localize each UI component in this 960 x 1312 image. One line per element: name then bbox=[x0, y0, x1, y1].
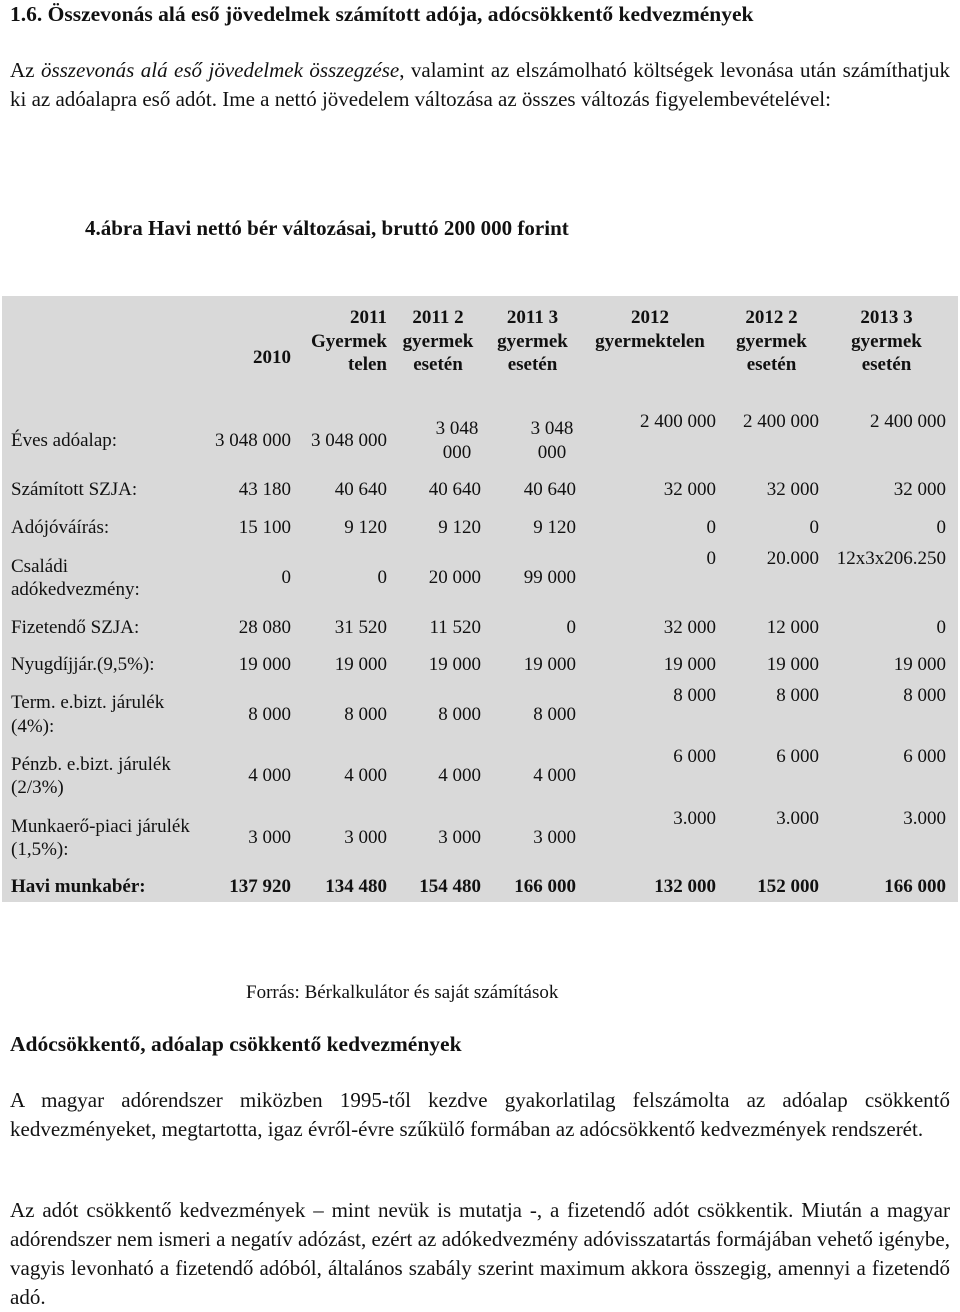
table-cell: 32 000 bbox=[663, 616, 716, 638]
table-cell: 6 000 bbox=[673, 746, 716, 767]
figure-source: Forrás: Bérkalkulátor és saját számítások bbox=[246, 982, 559, 1003]
intro-paragraph bbox=[10, 56, 950, 114]
table-cell: 19 000 bbox=[238, 654, 291, 676]
header-corner bbox=[10, 302, 200, 410]
column-header-text: 2011 2 gyermek esetén bbox=[402, 307, 474, 375]
table-cell: 3.000 bbox=[776, 808, 819, 829]
table-cell: 6 000 bbox=[903, 746, 946, 767]
column-header-text: 2012 gyermektelen bbox=[595, 307, 705, 352]
figure-title: 4.ábra Havi nettó bér változásai, bruttó 200 000 forint bbox=[85, 216, 569, 240]
paragraph-2: Az adót csökkentő kedvezmények – mint nevük is mutatja -, a fizetendő adót csökkentik. Miután a magyar adórendszer nem ismeri a negatív adózást, ezért az adókedvezmény adóvisszatartás formájában vehető igénybe, vagyis levonható a fizetendő adóból, általános szabály szerint maximum akkora összegig, amennyi a fizetendő adó. bbox=[10, 1198, 950, 1309]
table-row bbox=[10, 410, 950, 471]
table-cell: 3 000 bbox=[438, 827, 481, 849]
table-cell: 0 bbox=[377, 567, 387, 589]
table-row bbox=[10, 745, 950, 807]
table-header-row bbox=[10, 302, 950, 410]
table-cell: 20 000 bbox=[428, 567, 481, 589]
table-cell: 32 000 bbox=[663, 479, 716, 501]
table-cell: 40 640 bbox=[428, 479, 481, 501]
table-cell: 12x3x206.250 bbox=[836, 548, 946, 569]
table-cell: 152 000 bbox=[757, 876, 819, 898]
table-cell bbox=[485, 410, 580, 471]
table-cell: 132 000 bbox=[654, 876, 716, 898]
table-cell: 6 000 bbox=[776, 746, 819, 767]
table-cell: 15 100 bbox=[238, 517, 291, 539]
subheading: Adócsökkentő, adóalap csökkentő kedvezmények bbox=[10, 1032, 462, 1056]
table-cell: 40 640 bbox=[334, 479, 387, 501]
table-cell: 0 bbox=[706, 517, 716, 539]
table-cell: 9 120 bbox=[533, 517, 576, 539]
row-label: Fizetendő SZJA: bbox=[11, 616, 140, 638]
table-cell: 0 bbox=[936, 616, 946, 638]
table-cell: 99 000 bbox=[523, 567, 576, 589]
salary-table bbox=[10, 302, 950, 905]
table-cell: 4 000 bbox=[344, 765, 387, 787]
table-cell: 2 400 000 bbox=[743, 411, 819, 432]
table-cell: 19 000 bbox=[334, 654, 387, 676]
table-cell: 8 000 bbox=[776, 685, 819, 706]
column-header-text: 2012 2 gyermek esetén bbox=[736, 307, 807, 375]
table-cell: 8 000 bbox=[344, 703, 387, 725]
table-cell: 20.000 bbox=[766, 548, 819, 569]
table-row bbox=[10, 646, 950, 684]
table-cell: 32 000 bbox=[766, 479, 819, 501]
table-cell: 0 bbox=[809, 517, 819, 539]
table-cell: 4 000 bbox=[533, 765, 576, 787]
row-label: Munkaerő-piaci járulék (1,5%): bbox=[11, 815, 190, 860]
intro-text-1: Az bbox=[10, 58, 41, 82]
table-cell: 166 000 bbox=[514, 876, 576, 898]
table-cell-text: 3 048 000 bbox=[530, 418, 574, 463]
table-cell: 28 080 bbox=[238, 616, 291, 638]
table-cell: 0 bbox=[936, 517, 946, 539]
row-label: Éves adóalap: bbox=[11, 429, 118, 451]
row-label: Nyugdíjjár.(9,5%): bbox=[11, 654, 155, 676]
row-label: Számított SZJA: bbox=[11, 479, 138, 501]
table-row bbox=[10, 609, 950, 646]
table-cell: 3 048 000 bbox=[215, 429, 291, 451]
table-cell: 3 000 bbox=[248, 827, 291, 849]
table-cell: 0 bbox=[281, 567, 291, 589]
table-row-total bbox=[10, 869, 950, 905]
table-cell: 0 bbox=[706, 548, 716, 569]
table-cell: 31 520 bbox=[334, 616, 387, 638]
column-header-text: 2013 3 gyermek esetén bbox=[851, 307, 922, 375]
column-header: 2010 bbox=[253, 347, 291, 369]
table-cell: 137 920 bbox=[229, 876, 291, 898]
table-cell: 8 000 bbox=[533, 703, 576, 725]
table-cell: 2 400 000 bbox=[640, 411, 716, 432]
table-cell: 134 480 bbox=[325, 876, 387, 898]
table-cell: 19 000 bbox=[893, 654, 946, 676]
table-cell: 8 000 bbox=[903, 685, 946, 706]
table-cell: 12 000 bbox=[766, 616, 819, 638]
table-cell: 2 400 000 bbox=[870, 411, 946, 432]
column-header bbox=[391, 302, 485, 410]
table-row bbox=[10, 547, 950, 609]
row-label: Havi munkabér: bbox=[11, 876, 146, 898]
table-cell: 3 048 000 bbox=[311, 429, 387, 451]
row-label: Családi adókedvezmény: bbox=[11, 555, 140, 600]
table-cell: 3.000 bbox=[903, 808, 946, 829]
table-cell: 32 000 bbox=[893, 479, 946, 501]
table-cell: 8 000 bbox=[438, 703, 481, 725]
table-cell: 9 120 bbox=[438, 517, 481, 539]
table-cell: 3 000 bbox=[344, 827, 387, 849]
table-cell bbox=[391, 410, 485, 471]
table-cell: 8 000 bbox=[673, 685, 716, 706]
column-header bbox=[485, 302, 580, 410]
intro-text-2: , valamint az elszámolható költségek levonása után számíthatjuk ki az adóalapra eső adót. Ime a nettó jövedelem változása az összes változás figyelembevételével: bbox=[10, 58, 950, 111]
table-row bbox=[10, 471, 950, 509]
table-cell: 154 480 bbox=[419, 876, 481, 898]
table-cell: 3.000 bbox=[673, 808, 716, 829]
table-cell: 43 180 bbox=[238, 479, 291, 501]
table-cell: 0 bbox=[566, 616, 576, 638]
table-cell: 166 000 bbox=[884, 876, 946, 898]
column-header bbox=[580, 302, 720, 410]
table-cell: 11 520 bbox=[429, 616, 481, 638]
table-cell: 19 000 bbox=[663, 654, 716, 676]
section-heading: 1.6. Összevonás alá eső jövedelmek számított adója, adócsökkentő kedvezmények bbox=[10, 2, 754, 26]
table-cell: 8 000 bbox=[248, 703, 291, 725]
table-cell: 9 120 bbox=[344, 517, 387, 539]
table-cell-text: 3 048 000 bbox=[435, 418, 479, 463]
table-cell: 40 640 bbox=[523, 479, 576, 501]
table-cell: 19 000 bbox=[523, 654, 576, 676]
paragraph-1: A magyar adórendszer miközben 1995-től kezdve gyakorlatilag felszámolta az adóalap csökkentő kedvezményeket, megtartotta, igaz évről-évre szűkülő formában az adócsökkentő kedvezmények rendszerét. bbox=[10, 1088, 950, 1141]
column-header-text: 2011 Gyermek telen bbox=[311, 307, 387, 375]
table-cell: 19 000 bbox=[766, 654, 819, 676]
table-cell: 4 000 bbox=[438, 765, 481, 787]
row-label: Adójóváírás: bbox=[11, 517, 110, 539]
column-header-text: 2011 3 gyermek esetén bbox=[497, 307, 568, 375]
row-label: Term. e.bizt. járulék (4%): bbox=[11, 692, 165, 737]
table-row bbox=[10, 807, 950, 869]
column-header bbox=[295, 302, 391, 410]
column-header bbox=[720, 302, 823, 410]
table-row bbox=[10, 684, 950, 745]
table-row bbox=[10, 509, 950, 547]
salary-table-panel bbox=[2, 296, 958, 902]
row-label: Pénzb. e.bizt. járulék (2/3%) bbox=[11, 753, 171, 798]
table-cell: 19 000 bbox=[428, 654, 481, 676]
intro-text-italic: összevonás alá eső jövedelmek összegzése bbox=[40, 58, 400, 82]
column-header bbox=[823, 302, 950, 410]
table-cell: 3 000 bbox=[533, 827, 576, 849]
table-cell: 4 000 bbox=[248, 765, 291, 787]
